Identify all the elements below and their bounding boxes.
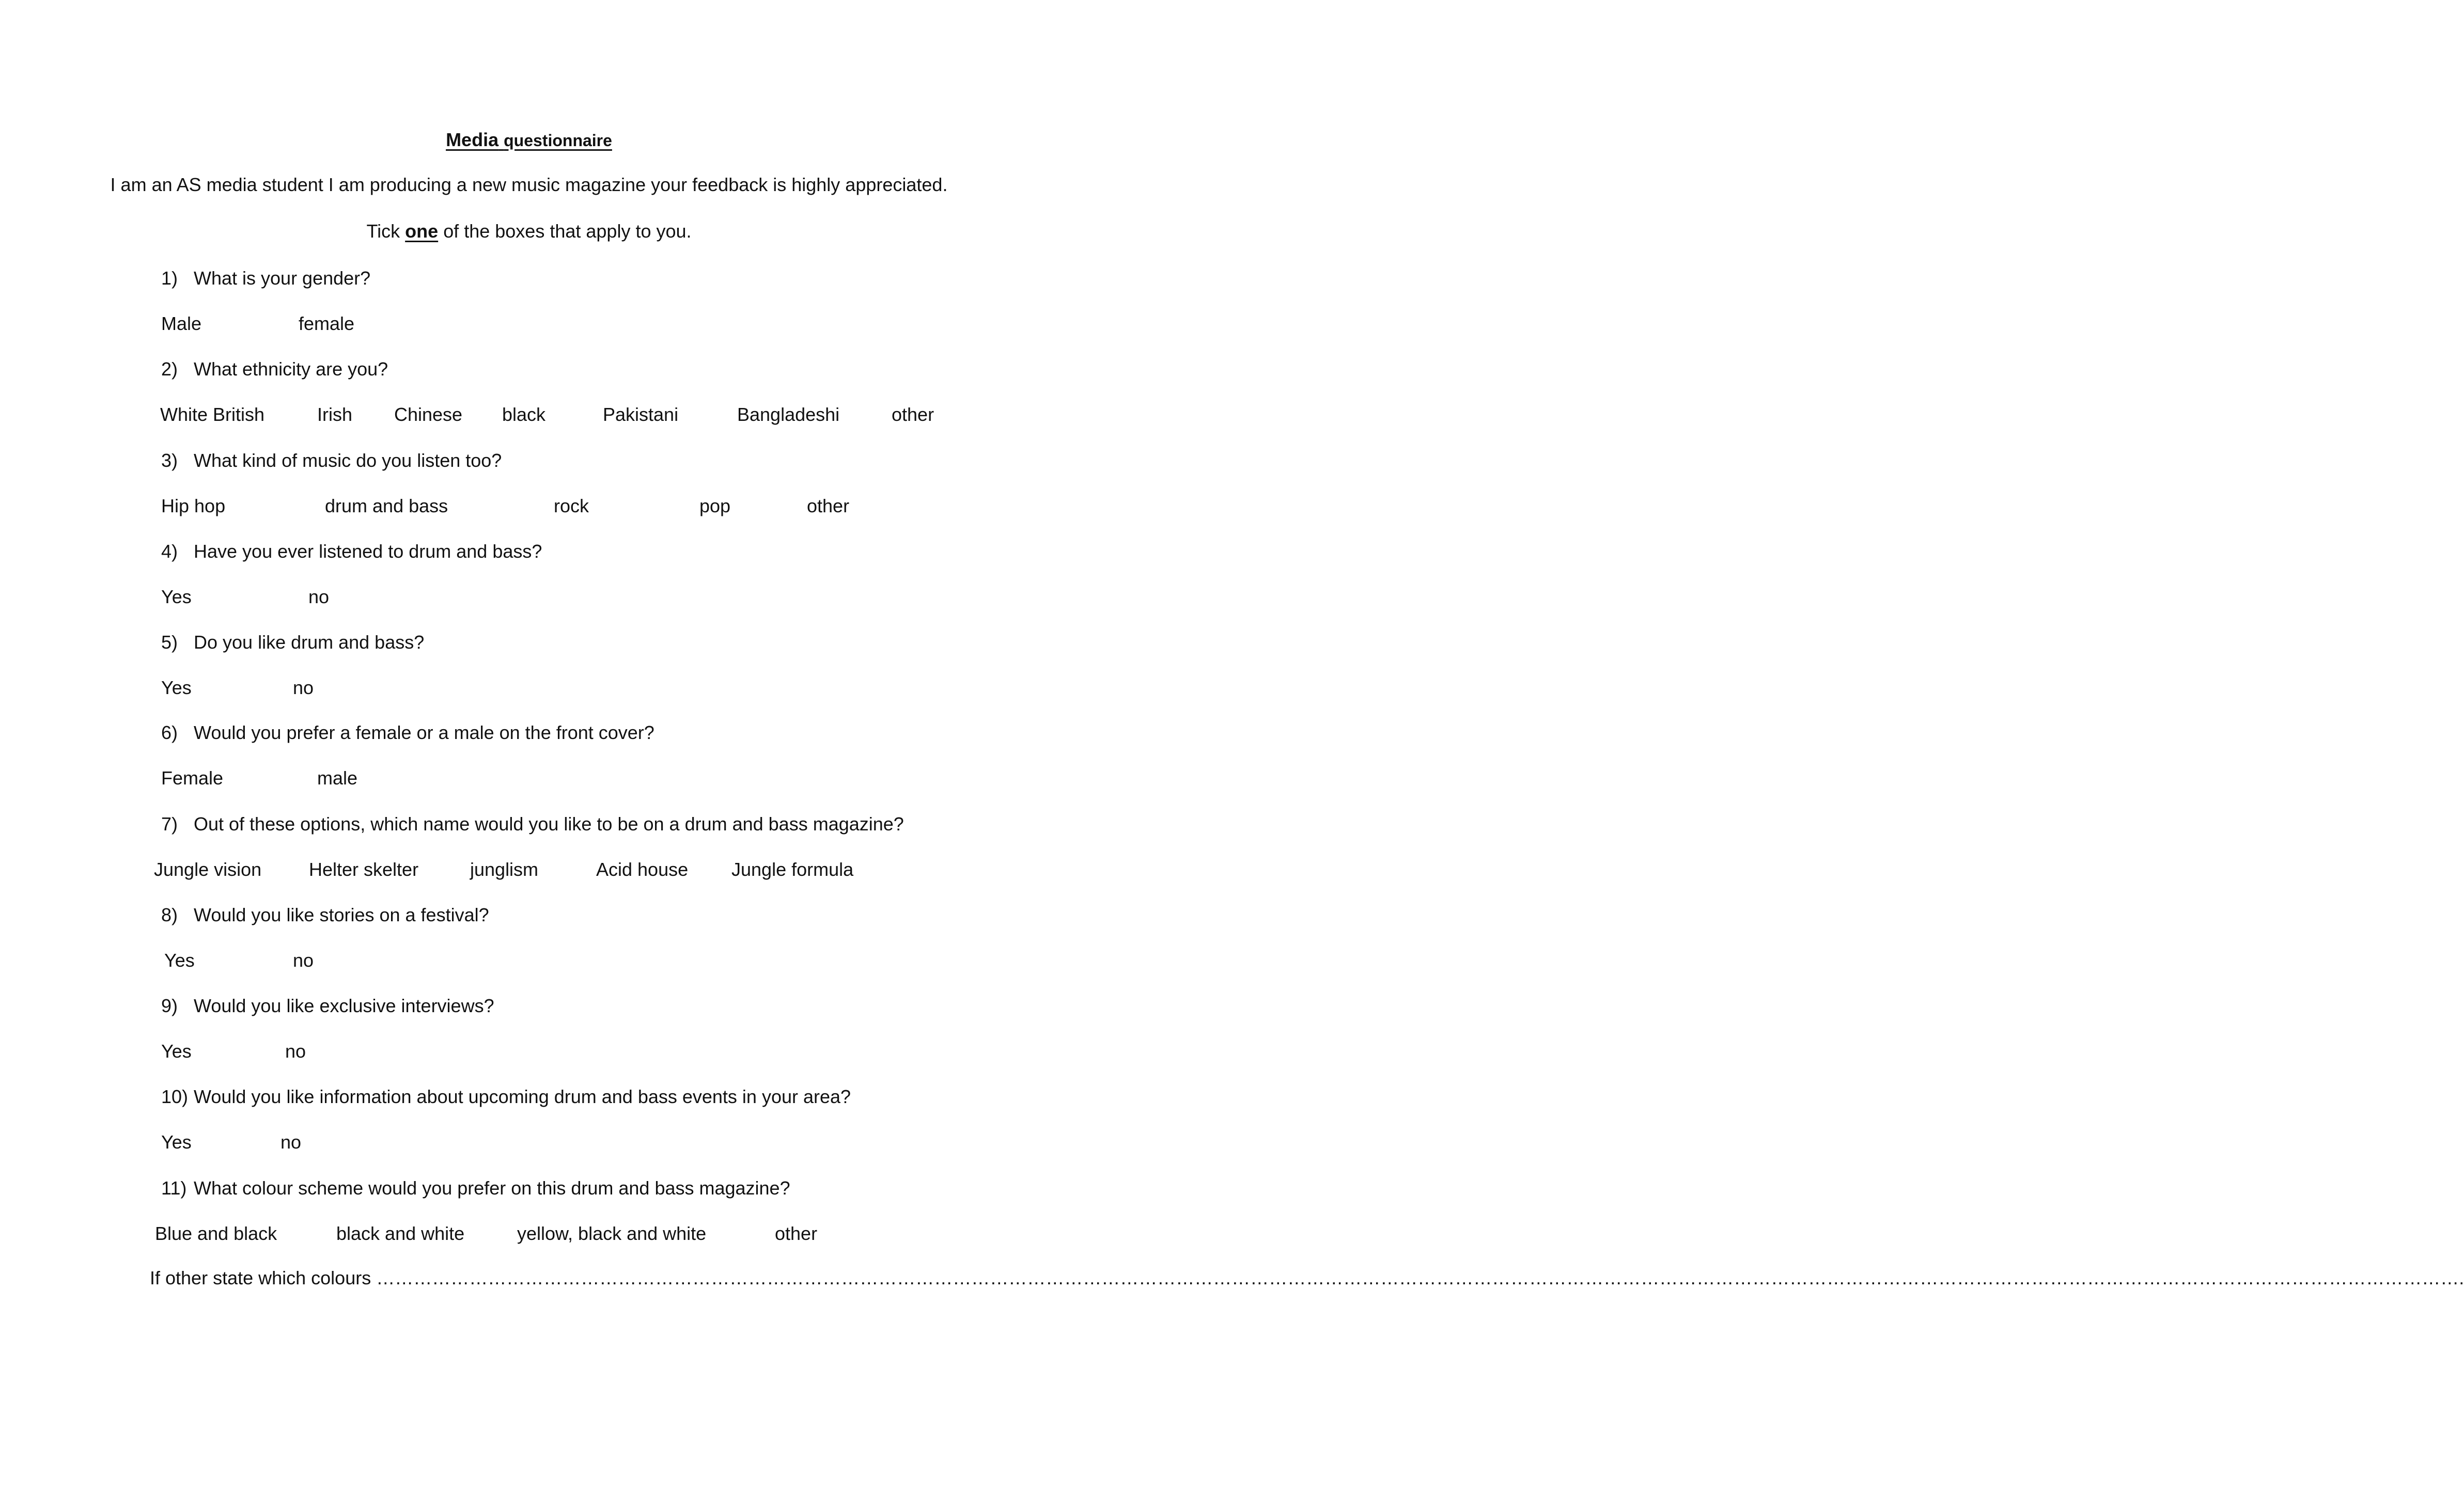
answer-option[interactable]: Jungle vision [154,859,262,880]
question-number: 8) [161,904,178,925]
answer-option[interactable]: Yes [161,1131,192,1153]
question-number: 2) [161,358,178,380]
answer-option[interactable]: junglism [470,859,539,880]
question-number: 5) [161,632,178,653]
answer-option[interactable]: no [308,586,330,607]
answer-option[interactable]: black [502,404,546,425]
answer-option[interactable]: other [807,495,850,516]
question-number: 7) [161,813,178,835]
question-number: 9) [161,995,178,1016]
answer-option[interactable]: male [317,767,358,789]
intro-text: I am an AS media student I am producing a new music magazine your feedback is highly appreciated. [110,174,948,195]
question-number: 3) [161,450,178,471]
answer-option[interactable]: black and white [336,1223,465,1244]
instruction-after: of the boxes that apply to you. [443,221,692,242]
answer-option[interactable]: no [280,1131,302,1153]
answer-option[interactable]: no [285,1041,306,1062]
question-number: 4) [161,541,178,562]
question-number: 1) [161,268,178,289]
question-text: What kind of music do you listen too? [194,450,502,471]
answer-option[interactable]: Yes [161,586,192,607]
answer-option[interactable]: Chinese [394,404,463,425]
title-rest: questionnaire [504,131,612,150]
answer-option[interactable]: other [775,1223,818,1244]
answer-option[interactable]: Female [161,767,224,789]
answer-option[interactable]: Irish [317,404,353,425]
question-text: What colour scheme would you prefer on this drum and bass magazine? [194,1177,790,1199]
question-number: 6) [161,722,178,743]
answer-option[interactable]: pop [699,495,731,516]
answer-option[interactable]: female [299,313,355,334]
answer-option[interactable]: Bangladeshi [737,404,840,425]
answer-option[interactable]: Hip hop [161,495,226,516]
page-title [0,129,1058,152]
question-number: 10) [161,1086,189,1107]
question-text: Would you like information about upcoming drum and bass events in your area? [194,1086,851,1107]
answer-option[interactable]: White British [160,404,265,425]
question-text: Would you like stories on a festival? [194,904,489,925]
other-colours-prompt: If other state which colours …………………………………………………………………………………………………………………………………………………………………………………………………………………………………………………………………………………………………………. [150,1267,2464,1288]
instruction-before: Tick [366,221,400,242]
answer-option[interactable]: yellow, black and white [517,1223,707,1244]
answer-option[interactable]: Helter skelter [309,859,419,880]
answer-option[interactable]: other [892,404,934,425]
answer-option[interactable]: Yes [161,1041,192,1062]
title-main: Media [446,129,499,150]
answer-option[interactable]: no [293,677,314,698]
answer-option[interactable]: Pakistani [603,404,679,425]
answer-option[interactable]: drum and bass [325,495,448,516]
question-number: 11) [161,1177,187,1199]
instruction-emphasis: one [405,221,439,242]
answer-option[interactable]: Blue and black [155,1223,277,1244]
answer-option[interactable]: Jungle formula [731,859,854,880]
answer-option[interactable]: Yes [164,950,195,971]
question-text: Would you prefer a female or a male on the front cover? [194,722,654,743]
instruction-text [0,220,1058,243]
answer-option[interactable]: no [293,950,314,971]
answer-option[interactable]: Yes [161,677,192,698]
question-text: Have you ever listened to drum and bass? [194,541,542,562]
question-text: Do you like drum and bass? [194,632,425,653]
answer-option[interactable]: Acid house [596,859,689,880]
question-text: What is your gender? [194,268,371,289]
answer-option[interactable]: rock [554,495,589,516]
question-text: Would you like exclusive interviews? [194,995,494,1016]
answer-option[interactable]: Male [161,313,202,334]
question-text: Out of these options, which name would you like to be on a drum and bass magazine? [194,813,904,835]
question-text: What ethnicity are you? [194,358,388,380]
